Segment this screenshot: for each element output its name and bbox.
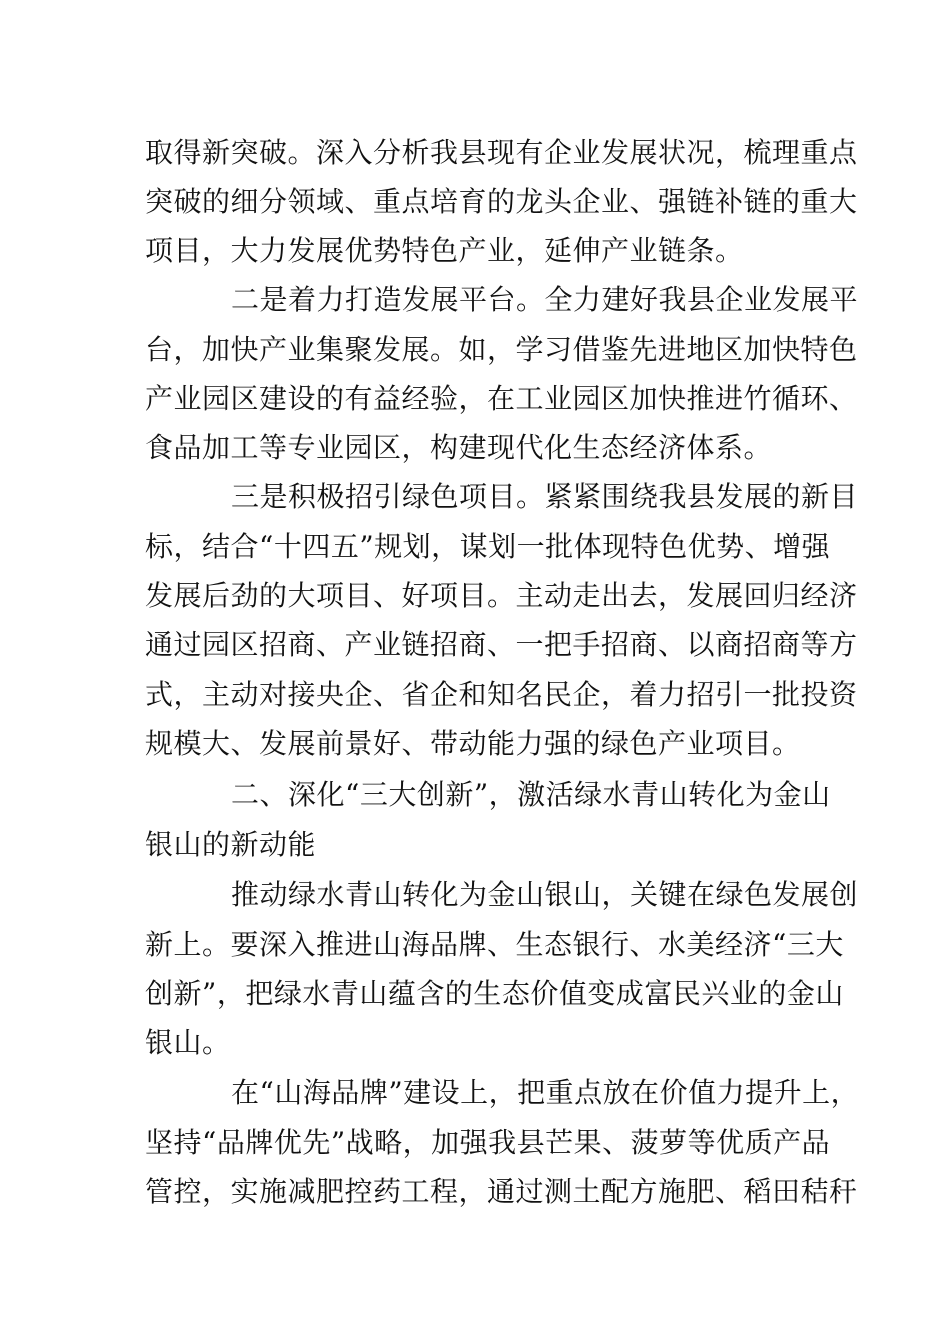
section-heading-line: 二、深化“三大创新”，激活绿水青山转化为金山 — [231, 778, 831, 811]
text-line: 管控，实施减肥控药工程，通过测土配方施肥、稻田秸秆 — [145, 1175, 858, 1208]
text-line: 银山。 — [145, 1026, 231, 1059]
text-line: 台，加快产业集聚发展。如，学习借鉴先进地区加快特色 — [145, 333, 858, 366]
text-line: 创新”，把绿水青山蕴含的生态价值变成富民兴业的金山 — [145, 977, 844, 1010]
paragraph-start-line: 推动绿水青山转化为金山银山，关键在绿色发展创 — [231, 878, 859, 911]
text-line: 产业园区建设的有益经验，在工业园区加快推进竹循环、 — [145, 382, 858, 415]
paragraph-start-line: 在“山海品牌”建设上，把重点放在价值力提升上， — [231, 1076, 860, 1109]
text-line: 标，结合“十四五”规划，谋划一批体现特色优势、增强 — [145, 530, 831, 563]
paragraph-start-line: 二是着力打造发展平台。全力建好我县企业发展平 — [231, 283, 859, 316]
text-line: 发展后劲的大项目、好项目。主动走出去，发展回归经济 — [145, 579, 858, 612]
text-line: 突破的细分领域、重点培育的龙头企业、强链补链的重大 — [145, 185, 858, 218]
text-line: 食品加工等专业园区，构建现代化生态经济体系。 — [145, 431, 773, 464]
text-line: 新上。要深入推进山海品牌、生态银行、水美经济“三大 — [145, 928, 844, 961]
section-heading-line: 银山的新动能 — [145, 828, 317, 861]
text-line: 项目，大力发展优势特色产业，延伸产业链条。 — [145, 234, 744, 267]
text-line: 坚持“品牌优先”战略，加强我县芒果、菠萝等优质产品 — [145, 1126, 831, 1159]
text-line: 取得新突破。深入分析我县现有企业发展状况，梳理重点 — [145, 136, 858, 169]
paragraph-start-line: 三是积极招引绿色项目。紧紧围绕我县发展的新目 — [231, 480, 859, 513]
text-line: 式，主动对接央企、省企和知名民企，着力招引一批投资 — [145, 678, 858, 711]
text-line: 规模大、发展前景好、带动能力强的绿色产业项目。 — [145, 727, 801, 760]
text-line: 通过园区招商、产业链招商、一把手招商、以商招商等方 — [145, 628, 858, 661]
